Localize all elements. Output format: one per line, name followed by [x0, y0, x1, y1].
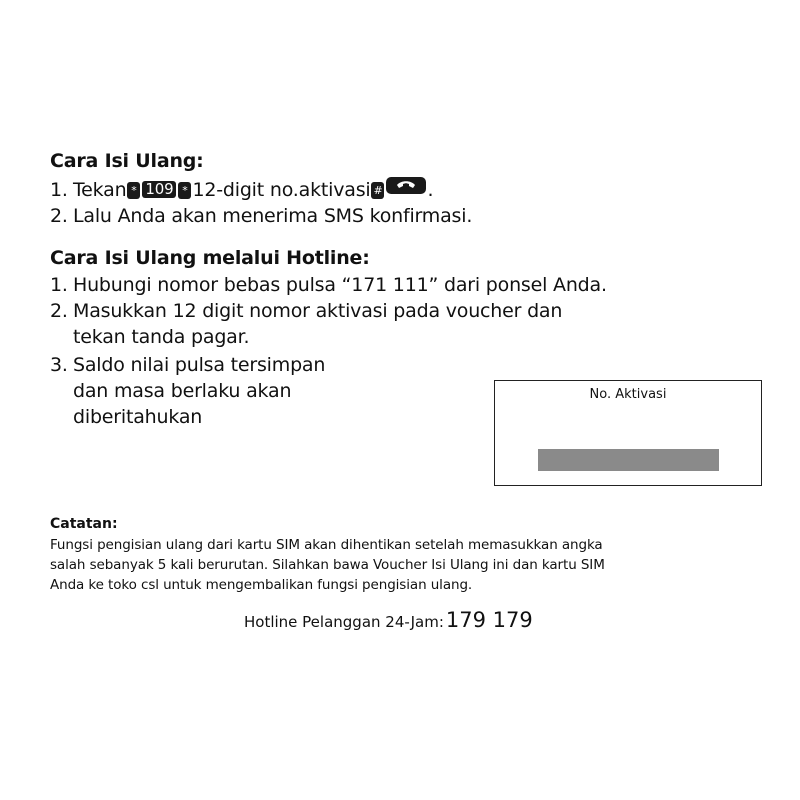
star-key-icon: *	[127, 182, 140, 199]
step-number: 2.	[50, 205, 68, 227]
note-line: Anda ke toko csl untuk mengembalikan fungsi pengisian ulang.	[50, 577, 473, 593]
code-key: 109	[142, 181, 176, 198]
hotline-label: Hotline Pelanggan 24-Jam:	[244, 613, 444, 631]
hotline-step-1	[50, 274, 607, 296]
section-heading-hotline-recharge: Cara Isi Ulang melalui Hotline:	[50, 247, 370, 269]
section-heading-recharge: Cara Isi Ulang:	[50, 150, 204, 172]
step-text: Lalu Anda akan menerima SMS konfirmasi.	[73, 205, 473, 227]
customer-hotline	[244, 608, 533, 632]
step-number: 3.	[50, 354, 68, 376]
activation-label: No. Aktivasi	[589, 387, 667, 402]
step-text-digits: 12-digit no.aktivasi	[192, 179, 371, 201]
hotline-step-2	[50, 300, 562, 322]
step-text: Saldo nilai pulsa tersimpan	[73, 354, 326, 376]
step-number: 1.	[50, 179, 68, 201]
phone-call-icon	[386, 177, 426, 194]
hotline-step-3	[50, 354, 325, 376]
note-line: Fungsi pengisian ulang dari kartu SIM akan dihentikan setelah memasukkan angka	[50, 537, 603, 553]
step-text: Masukkan 12 digit nomor aktivasi pada voucher dan	[73, 300, 563, 322]
step-number: 2.	[50, 300, 68, 322]
recharge-step-2	[50, 205, 472, 227]
hotline-step-2-cont: tekan tanda pagar.	[73, 326, 250, 348]
step-number: 1.	[50, 274, 68, 296]
hotline-step-3-cont: dan masa berlaku akan	[73, 380, 292, 402]
star-key-icon: *	[178, 182, 191, 199]
activation-number-scratch-bar	[538, 449, 719, 471]
step-text-prefix: Tekan	[73, 179, 127, 201]
recharge-step-1	[50, 177, 433, 201]
step-text: Hubungi nomor bebas pulsa “171 111” dari ponsel Anda.	[73, 274, 607, 296]
hotline-number: 179 179	[445, 608, 533, 632]
activation-number-box	[494, 380, 762, 486]
note-line: salah sebanyak 5 kali berurutan. Silahkan bawa Voucher Isi Ulang ini dan kartu SIM	[50, 557, 605, 573]
step-text-end: .	[427, 179, 434, 201]
hotline-step-3-cont: diberitahukan	[73, 406, 203, 428]
hash-key-icon: #	[373, 184, 383, 197]
note-title: Catatan:	[50, 516, 118, 532]
